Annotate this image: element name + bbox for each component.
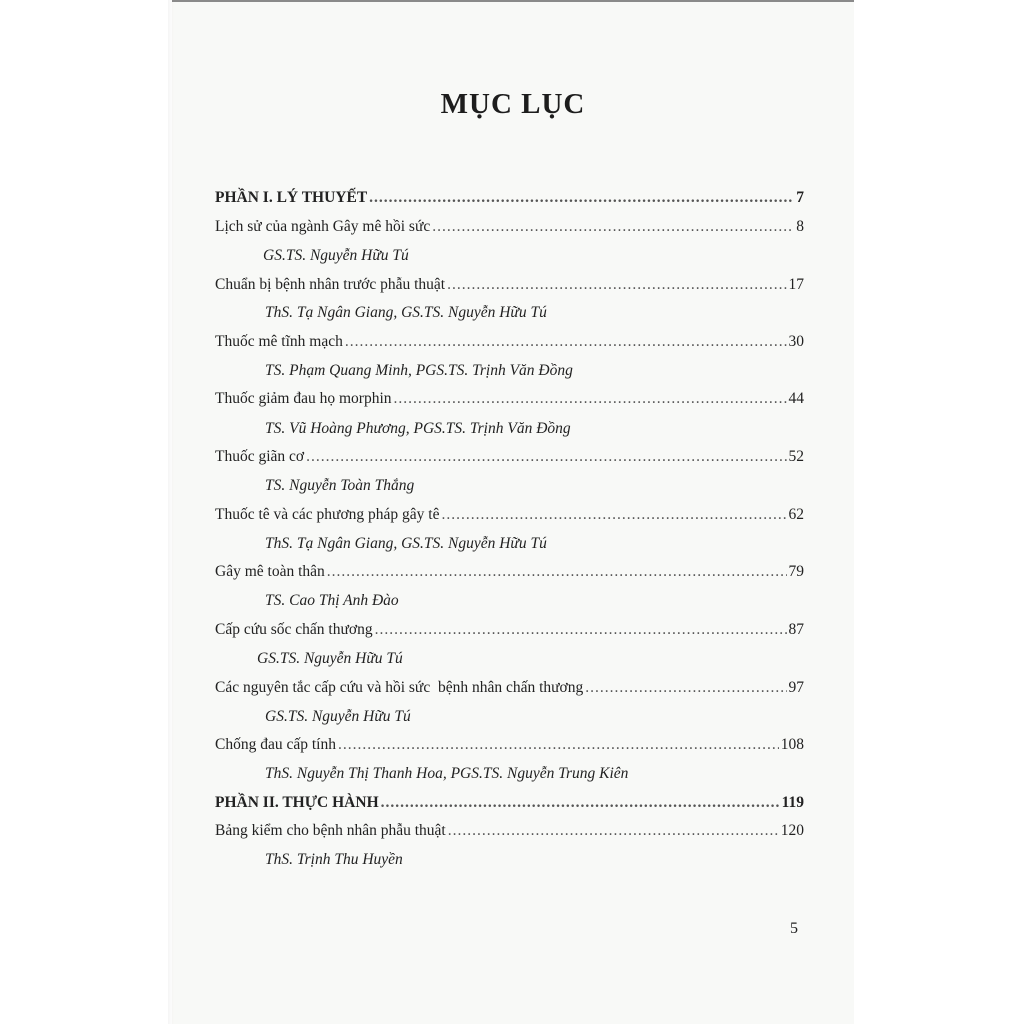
leader-dots (345, 330, 787, 354)
toc-entry-title: Thuốc giảm đau họ morphin (215, 390, 392, 407)
toc-entry-title: Thuốc giãn cơ (215, 448, 305, 465)
toc-entry (215, 733, 804, 757)
leader-dots (369, 186, 794, 210)
toc-entry-page: 8 (796, 218, 804, 235)
leader-dots (447, 273, 786, 297)
toc-entry-page: 62 (788, 506, 804, 523)
toc-entry-page: 44 (788, 390, 804, 407)
leader-dots (394, 387, 787, 411)
toc-entry-page: 52 (788, 448, 804, 465)
toc-entry-title: Chuẩn bị bệnh nhân trước phẫu thuật (215, 276, 446, 293)
toc-entry-title: Các nguyên tắc cấp cứu và hồi sức bệnh nhân chấn thương (215, 679, 584, 696)
toc-entry-author: GS.TS. Nguyễn Hữu Tú (265, 708, 411, 725)
toc-entry-title: PHẦN II. THỰC HÀNH (215, 794, 379, 811)
toc-entry-title: PHẦN I. LÝ THUYẾT (215, 189, 368, 206)
toc-entry (215, 503, 804, 527)
toc-entry-author: GS.TS. Nguyễn Hữu Tú (263, 247, 409, 264)
toc-entry (215, 618, 804, 642)
leader-dots (381, 791, 780, 815)
toc-entry-title: Thuốc mê tĩnh mạch (215, 333, 343, 350)
toc-entry-author: ThS. Tạ Ngân Giang, GS.TS. Nguyễn Hữu Tú (265, 304, 547, 321)
toc-entry-part-2 (215, 791, 804, 815)
toc-entry (215, 387, 804, 411)
page-title: MỤC LỤC (440, 88, 586, 120)
toc-entry-title: Cấp cứu sốc chấn thương (215, 621, 373, 638)
toc-entry-page: 119 (781, 794, 804, 811)
toc-entry-page: 7 (796, 189, 804, 206)
leader-dots (441, 503, 786, 527)
toc-entry-author: TS. Cao Thị Anh Đào (265, 592, 399, 609)
toc-entry (215, 445, 804, 469)
toc-entry-author: ThS. Nguyễn Thị Thanh Hoa, PGS.TS. Nguyễn Trung Kiên (265, 765, 629, 782)
toc-entry-page: 97 (788, 679, 804, 696)
toc-entry-author: TS. Phạm Quang Minh, PGS.TS. Trịnh Văn Đồng (265, 362, 573, 379)
leader-dots (338, 733, 779, 757)
toc-entry-page: 120 (780, 822, 804, 839)
toc-entry (215, 273, 804, 297)
toc-entry (215, 560, 804, 584)
leader-dots (375, 618, 787, 642)
toc-entry-title: Chống đau cấp tính (215, 736, 336, 753)
toc-entry-author: TS. Nguyễn Toàn Thắng (265, 477, 415, 494)
toc-entry-page: 30 (788, 333, 804, 350)
toc-entry-author: GS.TS. Nguyễn Hữu Tú (257, 650, 403, 667)
toc-entry-author: TS. Vũ Hoàng Phương, PGS.TS. Trịnh Văn Đồng (265, 420, 571, 437)
toc-entry (215, 819, 804, 843)
toc-entry-title: Thuốc tê và các phương pháp gây tê (215, 506, 440, 523)
page-number: 5 (790, 920, 798, 937)
page-edge-shadow (168, 0, 174, 1024)
toc-entry-title: Bảng kiểm cho bệnh nhân phẫu thuật (215, 822, 446, 839)
toc-entry-title: Lịch sử của ngành Gây mê hồi sức (215, 218, 431, 235)
leader-dots (306, 445, 786, 469)
toc-entry (215, 676, 804, 700)
toc-entry (215, 215, 804, 239)
leader-dots (432, 215, 794, 239)
leader-dots (585, 676, 786, 700)
toc-entry-author: ThS. Tạ Ngân Giang, GS.TS. Nguyễn Hữu Tú (265, 535, 547, 552)
toc-entry-author: ThS. Trịnh Thu Huyền (265, 851, 403, 868)
toc-entry-part-1 (215, 186, 804, 210)
leader-dots (327, 560, 787, 584)
toc-entry (215, 330, 804, 354)
toc-entry-title: Gây mê toàn thân (215, 563, 325, 580)
leader-dots (448, 819, 779, 843)
toc-entry-page: 87 (788, 621, 804, 638)
toc-entry-page: 108 (780, 736, 804, 753)
toc-entry-page: 17 (788, 276, 804, 293)
toc-entry-page: 79 (788, 563, 804, 580)
